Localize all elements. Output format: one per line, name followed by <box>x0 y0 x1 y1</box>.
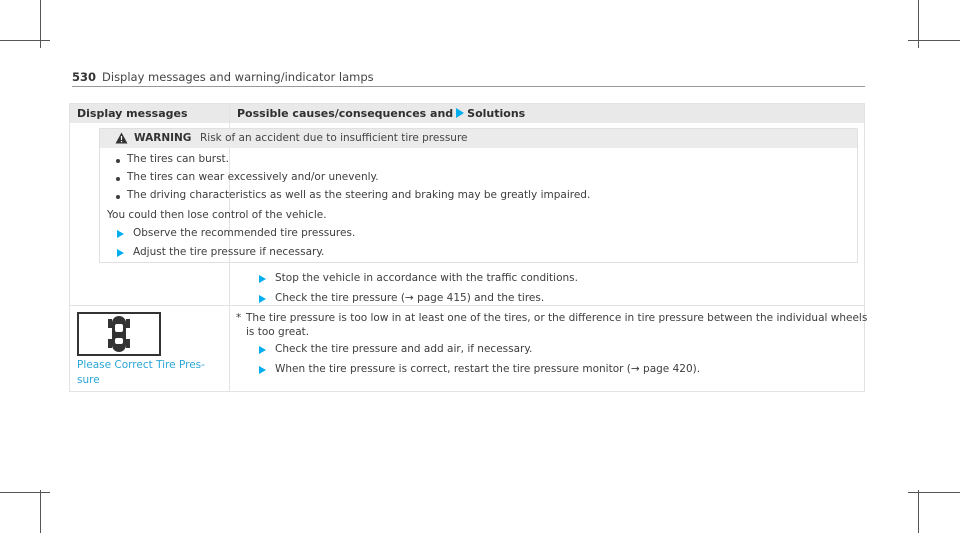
step-check-text: Check the tire pressure ( <box>275 292 405 304</box>
step-arrow-icon <box>259 346 266 354</box>
col-header-solutions-text: Solutions <box>467 107 526 120</box>
col-header-causes-solutions <box>237 107 525 120</box>
warning-triangle-icon <box>115 132 128 144</box>
warning-header <box>100 129 857 148</box>
cause-text: is too great. <box>246 326 310 338</box>
crop-mark <box>40 490 41 533</box>
warning-step: Observe the recommended tire pressures. <box>133 227 356 239</box>
warning-title: WARNING <box>134 132 192 144</box>
step-arrow-icon <box>456 108 464 118</box>
step-stop-vehicle: Stop the vehicle in accordance with the traffic conditions. <box>275 272 578 284</box>
car-outline-icon <box>79 314 159 354</box>
display-message-text: sure <box>77 374 100 386</box>
warning-bullet: The tires can wear excessively and/or unevenly. <box>127 171 379 183</box>
crop-mark <box>908 40 960 41</box>
warning-step: Adjust the tire pressure if necessary. <box>133 246 325 258</box>
bullet-dot <box>116 177 120 181</box>
page-ref-arrow: → <box>630 363 640 375</box>
crop-mark <box>908 492 960 493</box>
header-rule <box>72 86 865 87</box>
col-header-display-messages: Display messages <box>77 107 188 120</box>
page-number: 530 <box>72 70 97 84</box>
warning-bullet: The driving characteristics as well as the steering and braking may be greatly impaired. <box>127 189 591 201</box>
row-divider <box>70 305 864 306</box>
page-ref-link[interactable]: page 415 <box>417 292 467 304</box>
step-arrow-icon <box>117 249 124 257</box>
display-message-text: Please Correct Tire Pres- <box>77 359 205 371</box>
step-check-suffix: ) and the tires. <box>466 292 545 304</box>
car-tire-pressure-icon <box>77 312 161 356</box>
warning-consequence: You could then lose control of the vehicle. <box>107 209 327 221</box>
step-arrow-icon <box>117 230 124 238</box>
crop-mark <box>0 492 50 493</box>
crop-mark <box>0 40 50 41</box>
page-header <box>72 70 374 84</box>
step-restart-monitor <box>275 363 700 375</box>
bullet-dot <box>116 195 120 199</box>
crop-mark <box>918 490 919 533</box>
page-header-title: Display messages and warning/indicator lamps <box>102 70 374 84</box>
warning-bullet: The tires can burst. <box>127 153 230 165</box>
warning-text: Risk of an accident due to insufficient tire pressure <box>200 132 468 144</box>
step-arrow-icon <box>259 295 266 303</box>
step-restart-suffix: ). <box>692 363 701 375</box>
page-ref-link[interactable]: page 420 <box>643 363 693 375</box>
step-check-tire-pressure <box>275 292 544 304</box>
step-arrow-icon <box>259 366 266 374</box>
page-ref-arrow: → <box>404 292 414 304</box>
step-restart-text: When the tire pressure is correct, restart the tire pressure monitor ( <box>275 363 631 375</box>
cause-marker: * <box>236 312 242 324</box>
table-header <box>70 104 864 123</box>
bullet-dot <box>116 159 120 163</box>
step-arrow-icon <box>259 275 266 283</box>
step-check-add-air: Check the tire pressure and add air, if necessary. <box>275 343 533 355</box>
col-header-causes-text: Possible causes/consequences and <box>237 107 454 120</box>
cause-text: The tire pressure is too low in at least one of the tires, or the difference in tire pressure between the individual wheels <box>246 312 868 324</box>
